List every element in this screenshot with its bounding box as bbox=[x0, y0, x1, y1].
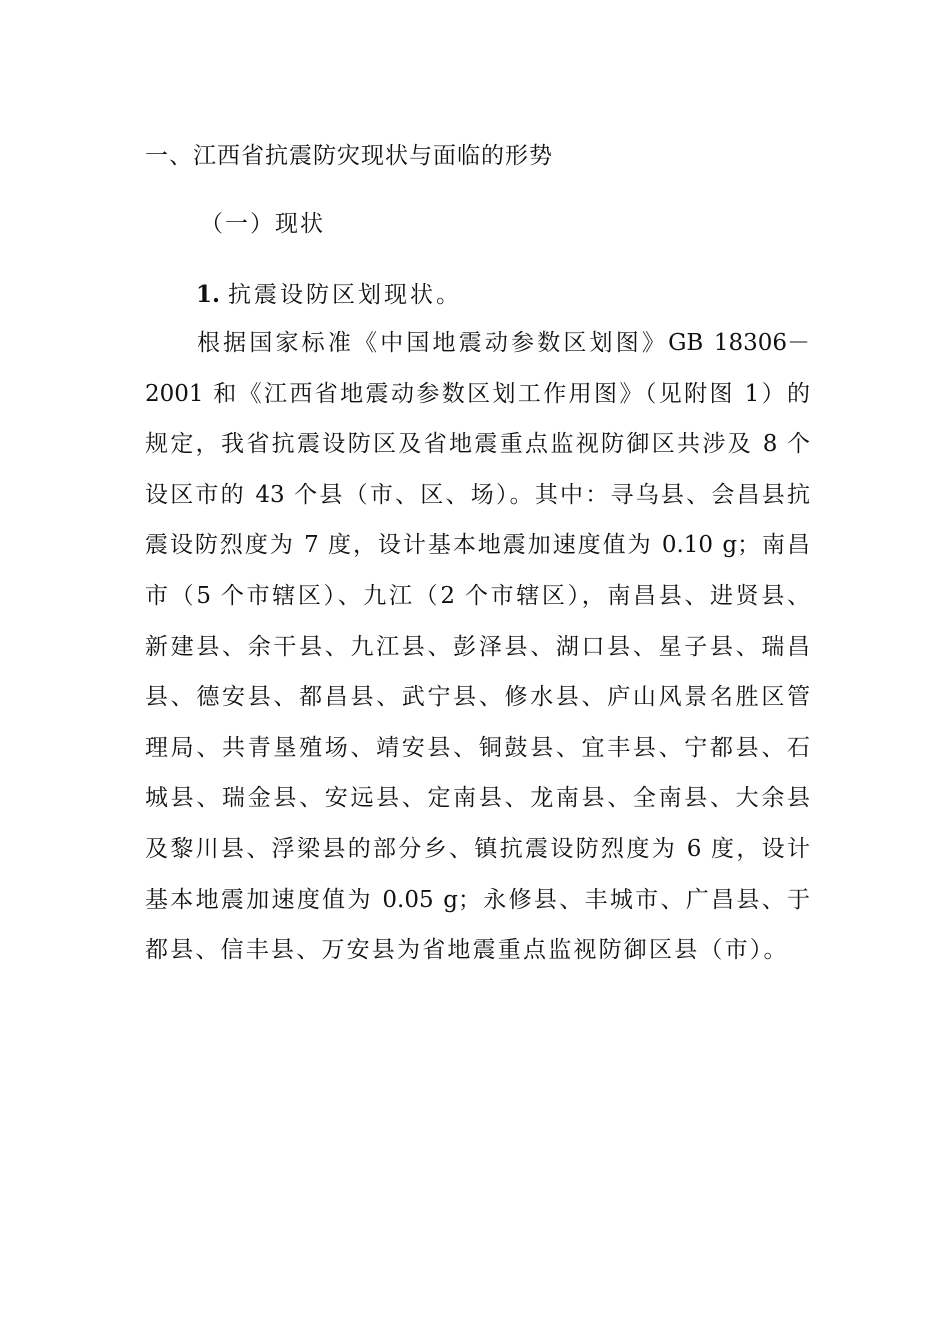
section-heading: 一、江西省抗震防灾现状与面临的形势 bbox=[145, 143, 553, 169]
paragraph-line: 理局、共青垦殖场、靖安县、铜鼓县、宜丰县、宁都县、石 bbox=[145, 734, 810, 761]
paragraph-line: 市（5 个市辖区）、九江（2 个市辖区），南昌县、进贤县、 bbox=[145, 582, 810, 609]
paragraph-line: 2001 和《江西省地震动参数区划工作用图》（见附图 1）的 bbox=[145, 380, 810, 407]
paragraph-line: 新建县、余干县、九江县、彭泽县、湖口县、星子县、瑞昌 bbox=[145, 633, 810, 660]
paragraph-line: 根据国家标准《中国地震动参数区划图》GB 18306－ bbox=[197, 330, 810, 356]
item-number: 1. bbox=[196, 281, 221, 308]
paragraph-line: 城县、瑞金县、安远县、定南县、龙南县、全南县、大余县 bbox=[145, 785, 810, 812]
paragraph-line: 规定，我省抗震设防区及省地震重点监视防御区共涉及 8 个 bbox=[145, 431, 810, 458]
paragraph-line: 县、德安县、都昌县、武宁县、修水县、庐山风景名胜区管 bbox=[145, 684, 810, 711]
subsection-heading: （一）现状 bbox=[200, 211, 325, 237]
paragraph-line: 都县、信丰县、万安县为省地震重点监视防御区县（市）。 bbox=[145, 937, 789, 964]
paragraph-line: 及黎川县、浮梁县的部分乡、镇抗震设防烈度为 6 度，设计 bbox=[145, 835, 810, 862]
item-heading bbox=[196, 277, 462, 313]
paragraph-line: 设区市的 43 个县（市、区、场）。其中：寻乌县、会昌县抗 bbox=[145, 481, 810, 508]
paragraph-line: 震设防烈度为 7 度，设计基本地震加速度值为 0.10 g；南昌 bbox=[145, 532, 810, 559]
body-paragraph bbox=[145, 325, 810, 983]
paragraph-line: 基本地震加速度值为 0.05 g；永修县、丰城市、广昌县、于 bbox=[145, 886, 810, 913]
item-title: 抗震设防区划现状。 bbox=[228, 282, 463, 308]
